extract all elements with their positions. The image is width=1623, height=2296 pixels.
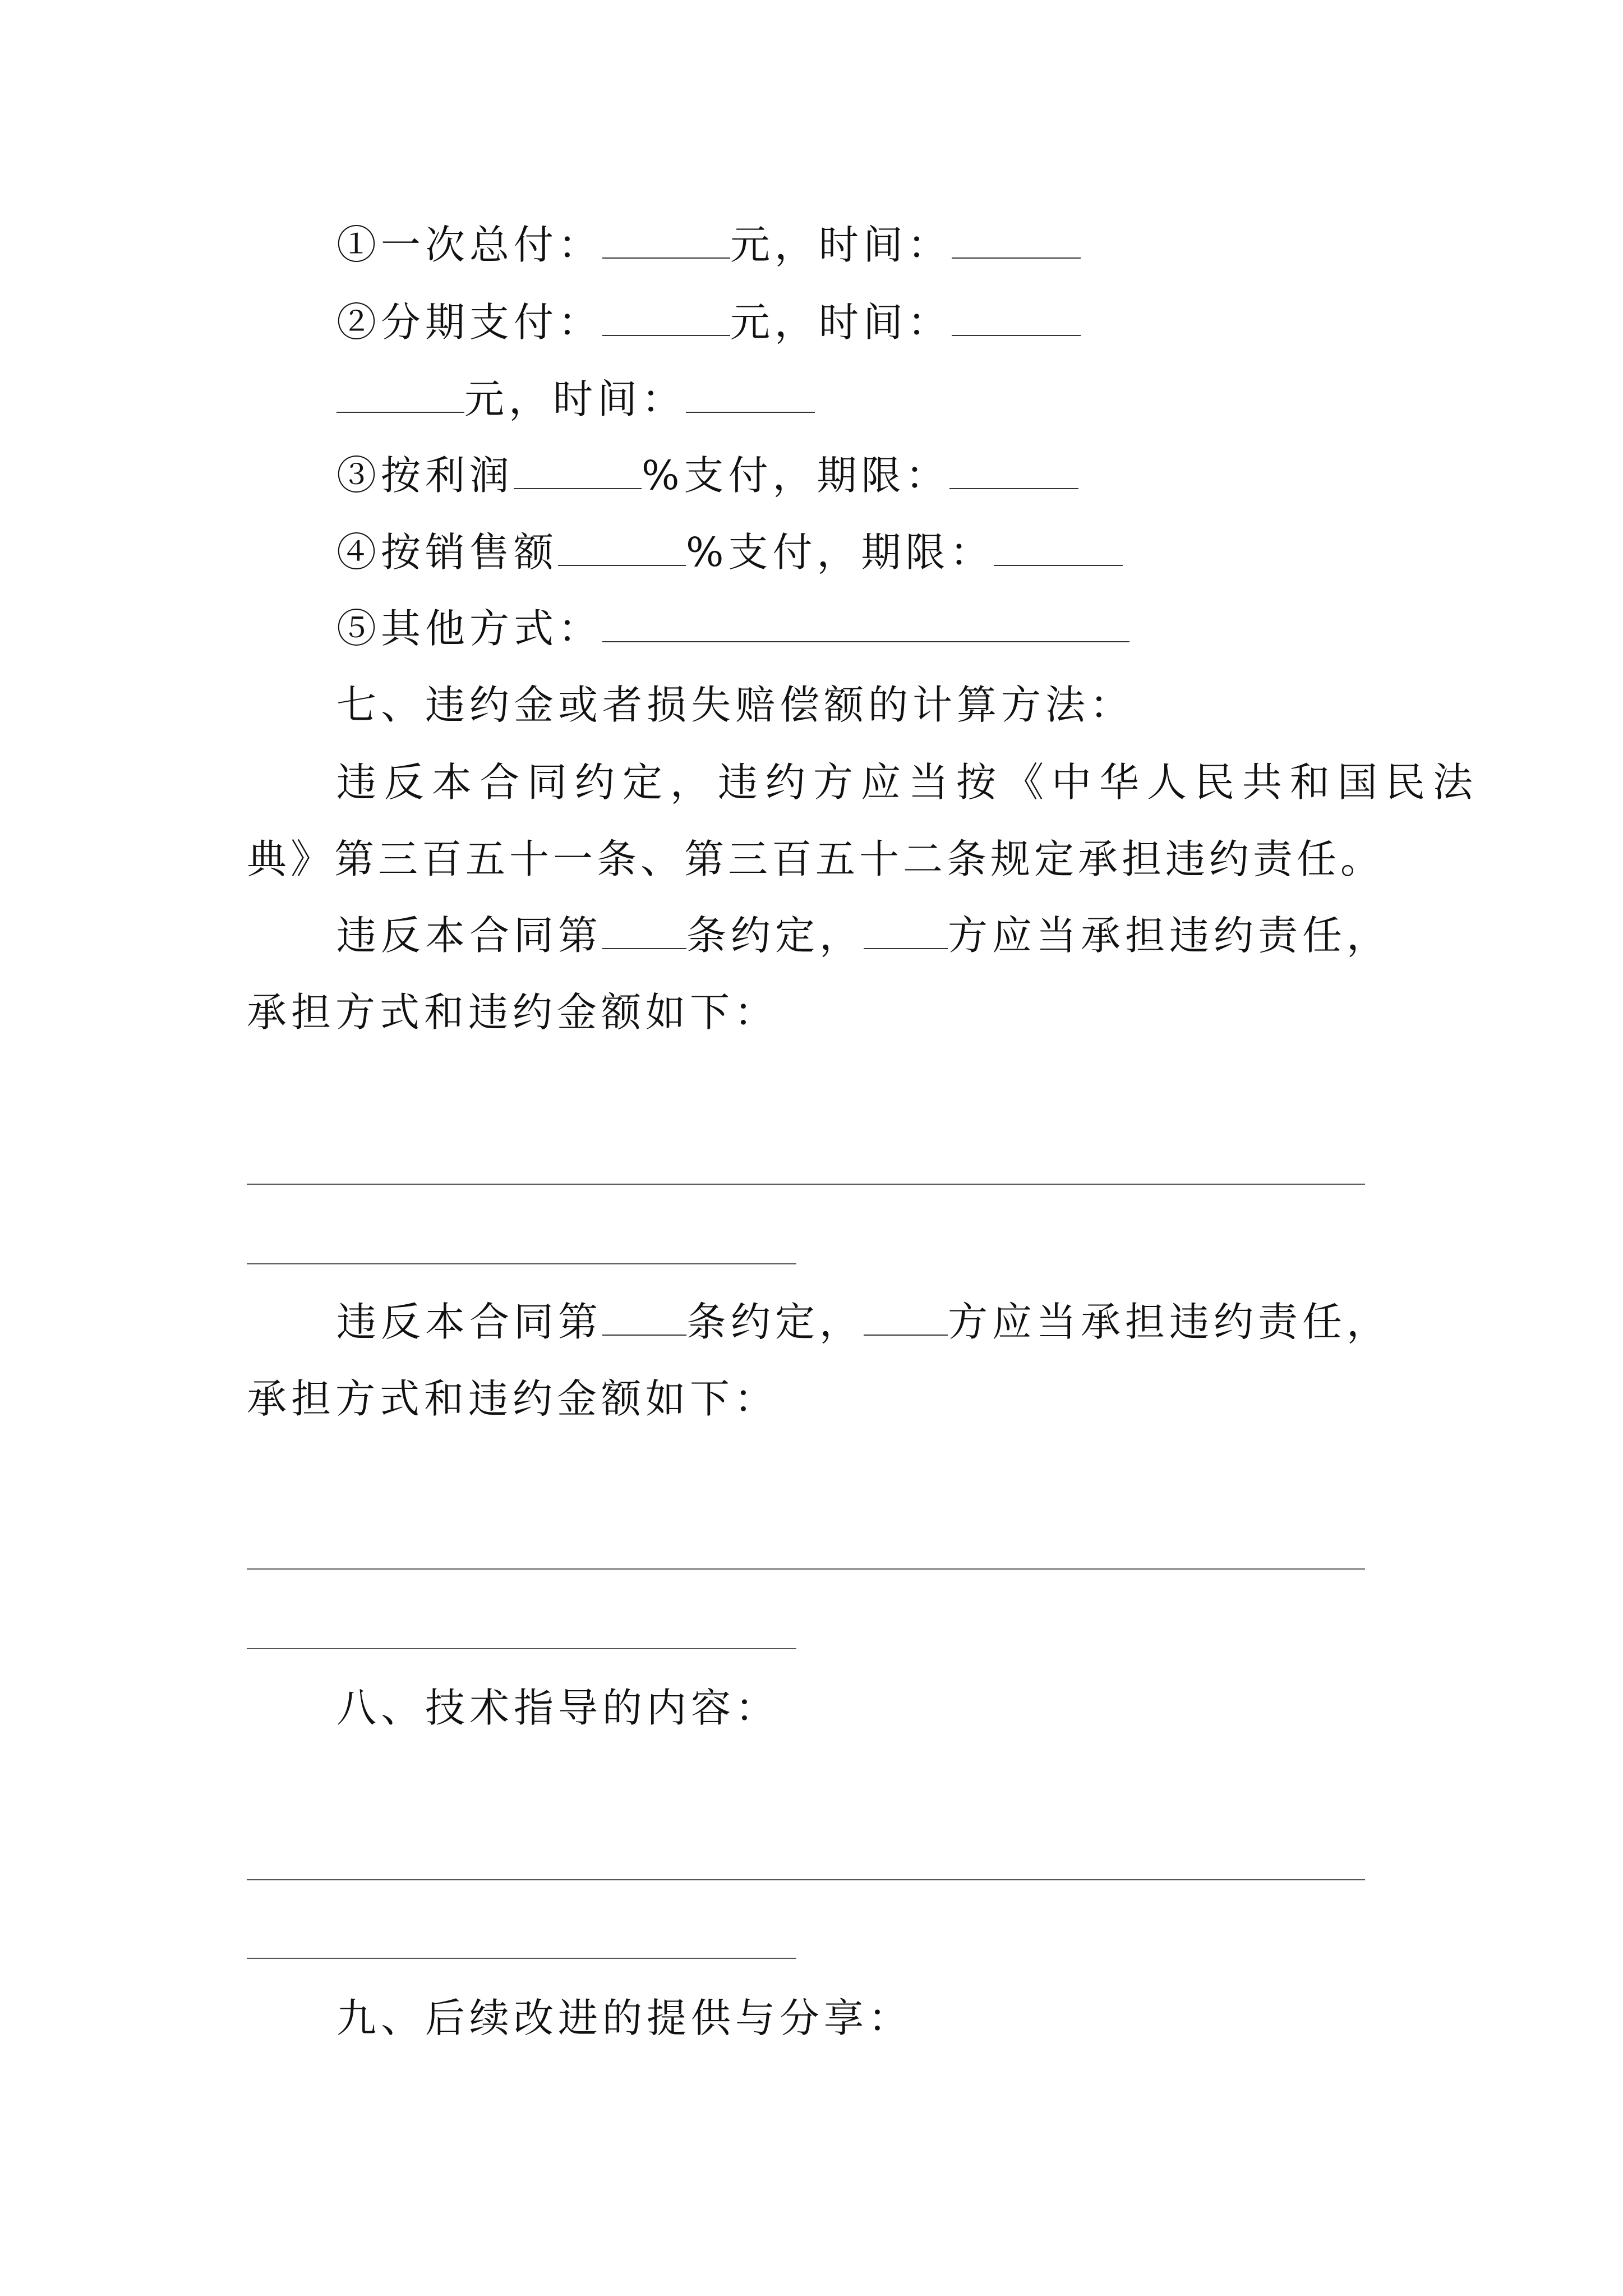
installment-label: ②分期支付： <box>336 299 603 346</box>
sales-unit: %支付，期限： <box>686 529 994 576</box>
clause2-text-c: 方应当承担违约责任， <box>948 1299 1391 1345</box>
section8-heading: 八、技术指导的内容： <box>336 1685 780 1731</box>
lump-sum-amount-blank[interactable] <box>602 223 730 259</box>
clause1-text-b: 条约定， <box>686 912 864 959</box>
sales-term-blank[interactable] <box>994 530 1123 566</box>
lump-sum-unit: 元，时间： <box>730 222 952 268</box>
clause2-party-blank[interactable] <box>864 1300 948 1336</box>
breach-clause1-line1 <box>336 910 1391 961</box>
clause2-fill-line-short[interactable] <box>247 1648 796 1649</box>
installment-second-line <box>336 374 815 425</box>
section7-heading: 七、违约金或者损失赔偿额的计算方法： <box>336 682 1135 728</box>
installment2-amount-blank[interactable] <box>336 377 464 413</box>
clause2-fill-line-long[interactable] <box>247 1568 1365 1570</box>
sales-percent-blank[interactable] <box>558 530 686 566</box>
clause1-text-a: 违反本合同第 <box>336 912 603 959</box>
profit-percent-blank[interactable] <box>514 453 642 489</box>
para1-line1-text: 违反本合同约定，违约方应当按《中华人民共和国民法 <box>336 759 1481 806</box>
lump-sum-line <box>336 220 1081 270</box>
other-method-line <box>336 604 1129 654</box>
profit-label: ③按利润 <box>336 452 514 499</box>
clause2-text-b: 条约定， <box>686 1299 864 1345</box>
clause1-fill-line-short[interactable] <box>247 1263 796 1264</box>
installment2-time-blank[interactable] <box>686 377 815 413</box>
sales-line <box>336 527 1123 578</box>
profit-term-blank[interactable] <box>949 453 1078 489</box>
clause2-article-blank[interactable] <box>602 1300 686 1336</box>
clause1-fill-line-long[interactable] <box>247 1184 1365 1185</box>
lump-sum-label: ①一次总付： <box>336 222 603 268</box>
installment-unit: 元，时间： <box>730 299 952 346</box>
installment2-unit: 元，时间： <box>464 376 686 422</box>
sales-label: ④按销售额 <box>336 529 559 576</box>
profit-line <box>336 450 1078 501</box>
installment-amount-blank[interactable] <box>602 300 730 336</box>
clause1-article-blank[interactable] <box>602 913 686 949</box>
breach-clause1-line2: 承担方式和违约金额如下： <box>247 989 779 1036</box>
installment-line <box>336 297 1081 348</box>
breach-clause2-line1 <box>336 1297 1391 1347</box>
section8-fill-line-short[interactable] <box>247 1958 796 1959</box>
breach-clause2-line2: 承担方式和违约金额如下： <box>247 1375 779 1422</box>
section7-para1-line2: 典》第三百五十一条、第三百五十二条规定承担违约责任。 <box>247 836 1385 882</box>
other-method-label: ⑤其他方式： <box>336 605 603 652</box>
lump-sum-time-blank[interactable] <box>952 223 1081 259</box>
clause1-text-c: 方应当承担违约责任， <box>948 912 1391 959</box>
clause1-party-blank[interactable] <box>864 913 948 949</box>
clause2-text-a: 违反本合同第 <box>336 1299 603 1345</box>
section7-para1-line1 <box>336 757 1481 808</box>
section9-heading: 九、后续改进的提供与分享： <box>336 1995 913 2041</box>
profit-unit: %支付，期限： <box>642 452 950 499</box>
other-method-blank[interactable] <box>602 606 1129 642</box>
installment-time-blank[interactable] <box>952 300 1081 336</box>
section8-fill-line-long[interactable] <box>247 1879 1365 1880</box>
